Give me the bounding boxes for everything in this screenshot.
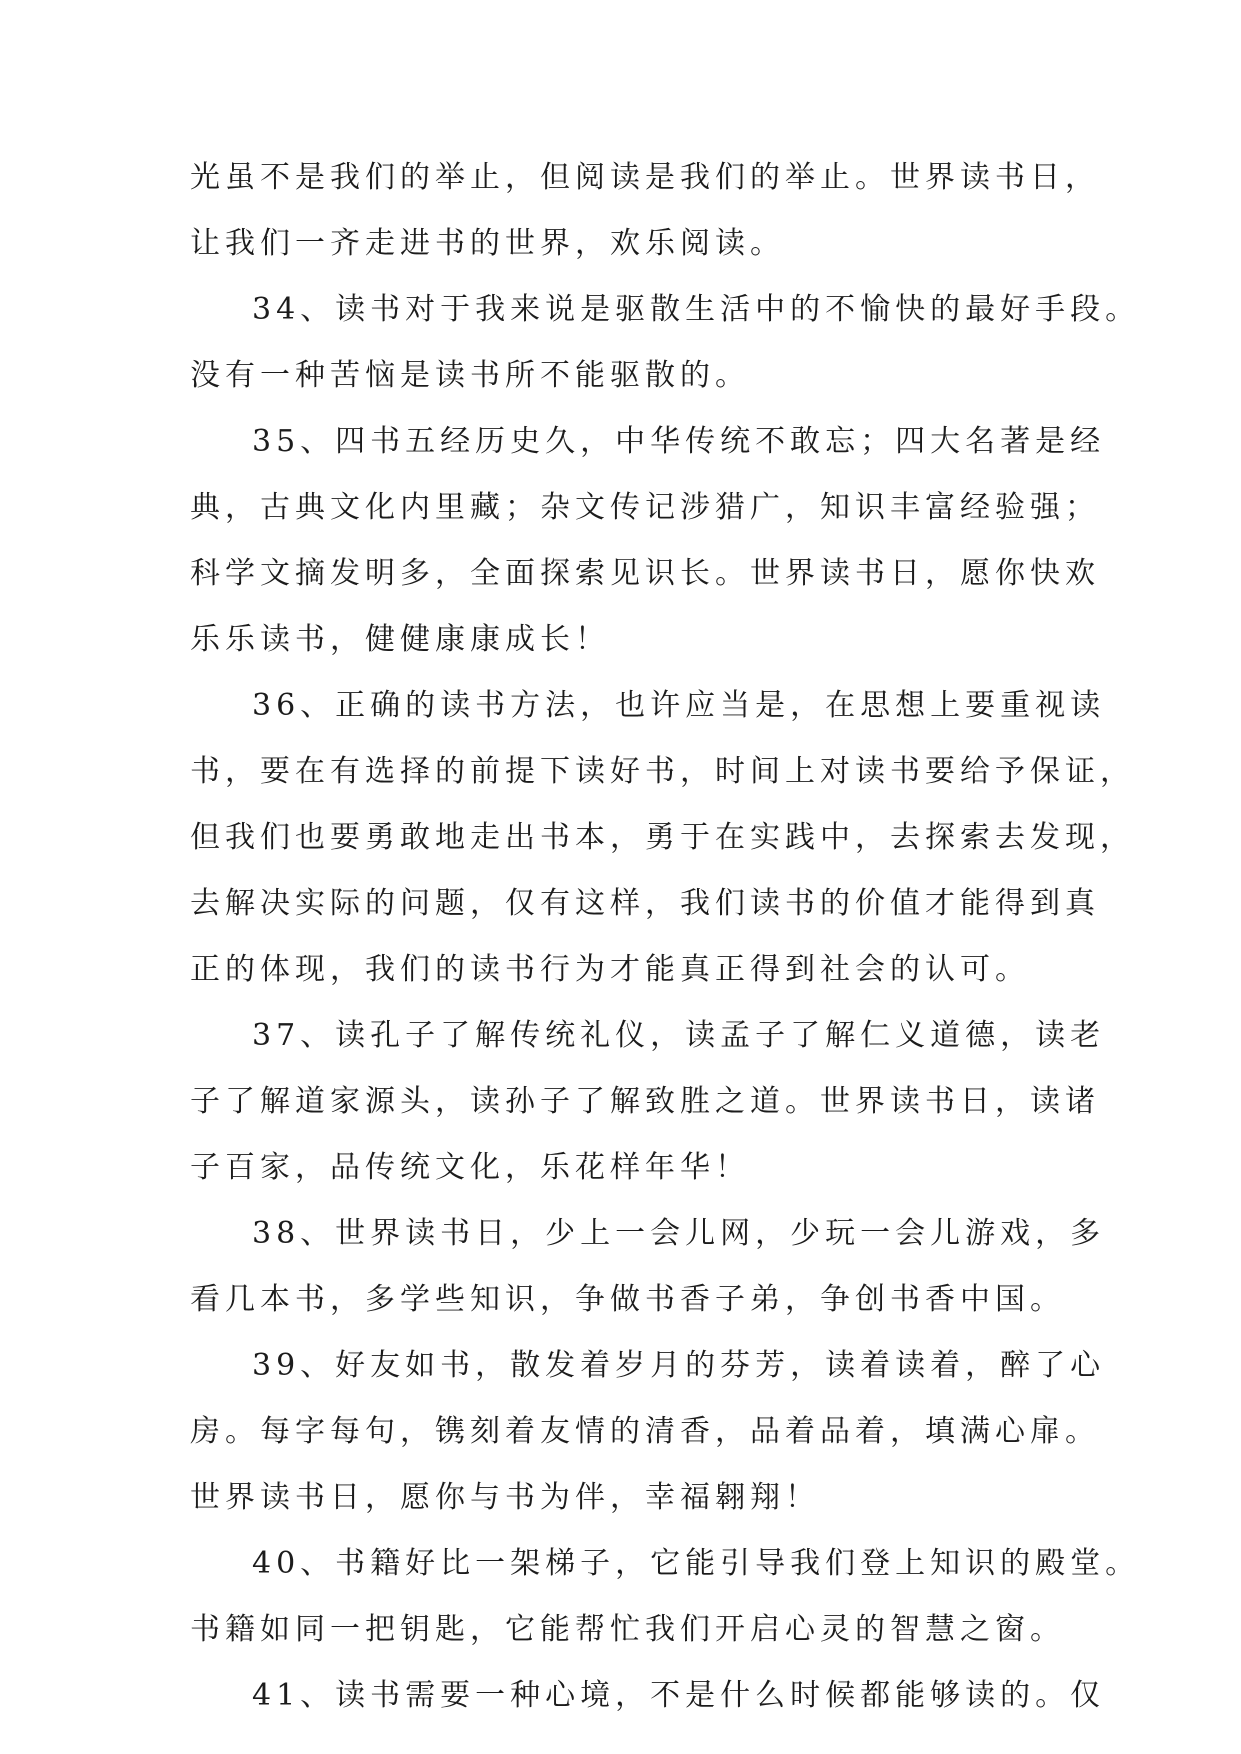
text-line: 子了解道家源头，读孙子了解致胜之道。世界读书日，读诸 xyxy=(190,1084,1100,1119)
paragraph-37-start: 37、读孔子了解传统礼仪，读孟子了解仁义道德，读老 xyxy=(252,1018,1106,1053)
text-line: 子百家，品传统文化，乐花样年华！ xyxy=(190,1150,750,1185)
text-line: 书，要在有选择的前提下读好书，时间上对读书要给予保证， xyxy=(190,754,1135,789)
paragraph-34-start: 34、读书对于我来说是驱散生活中的不愉快的最好手段。 xyxy=(252,292,1141,327)
paragraph-38-start: 38、世界读书日，少上一会儿网，少玩一会儿游戏，多 xyxy=(252,1216,1106,1251)
paragraph-35-start: 35、四书五经历史久，中华传统不敢忘；四大名著是经 xyxy=(252,424,1106,459)
text-line: 光虽不是我们的举止，但阅读是我们的举止。世界读书日， xyxy=(190,160,1100,195)
paragraph-39-start: 39、好友如书，散发着岁月的芬芳，读着读着，醉了心 xyxy=(252,1348,1106,1383)
text-line: 乐乐读书，健健康康成长！ xyxy=(190,622,610,657)
text-line: 没有一种苦恼是读书所不能驱散的。 xyxy=(190,358,750,393)
text-line: 去解决实际的问题，仅有这样，我们读书的价值才能得到真 xyxy=(190,886,1100,921)
paragraph-40-start: 40、书籍好比一架梯子，它能引导我们登上知识的殿堂。 xyxy=(252,1546,1141,1581)
text-line: 房。每字每句，镌刻着友情的清香，品着品着，填满心扉。 xyxy=(190,1414,1100,1449)
text-line: 书籍如同一把钥匙，它能帮忙我们开启心灵的智慧之窗。 xyxy=(190,1612,1065,1647)
paragraph-41-start: 41、读书需要一种心境，不是什么时候都能够读的。仅 xyxy=(252,1678,1106,1713)
paragraph-36-start: 36、正确的读书方法，也许应当是，在思想上要重视读 xyxy=(252,688,1106,723)
text-line: 让我们一齐走进书的世界，欢乐阅读。 xyxy=(190,226,785,261)
text-line: 但我们也要勇敢地走出书本，勇于在实践中，去探索去发现， xyxy=(190,820,1135,855)
text-line: 世界读书日，愿你与书为伴，幸福翱翔！ xyxy=(190,1480,820,1515)
text-line: 正的体现，我们的读书行为才能真正得到社会的认可。 xyxy=(190,952,1030,987)
text-line: 典，古典文化内里藏；杂文传记涉猎广，知识丰富经验强； xyxy=(190,490,1100,525)
text-line: 科学文摘发明多，全面探索见识长。世界读书日，愿你快欢 xyxy=(190,556,1100,591)
text-line: 看几本书，多学些知识，争做书香子弟，争创书香中国。 xyxy=(190,1282,1065,1317)
